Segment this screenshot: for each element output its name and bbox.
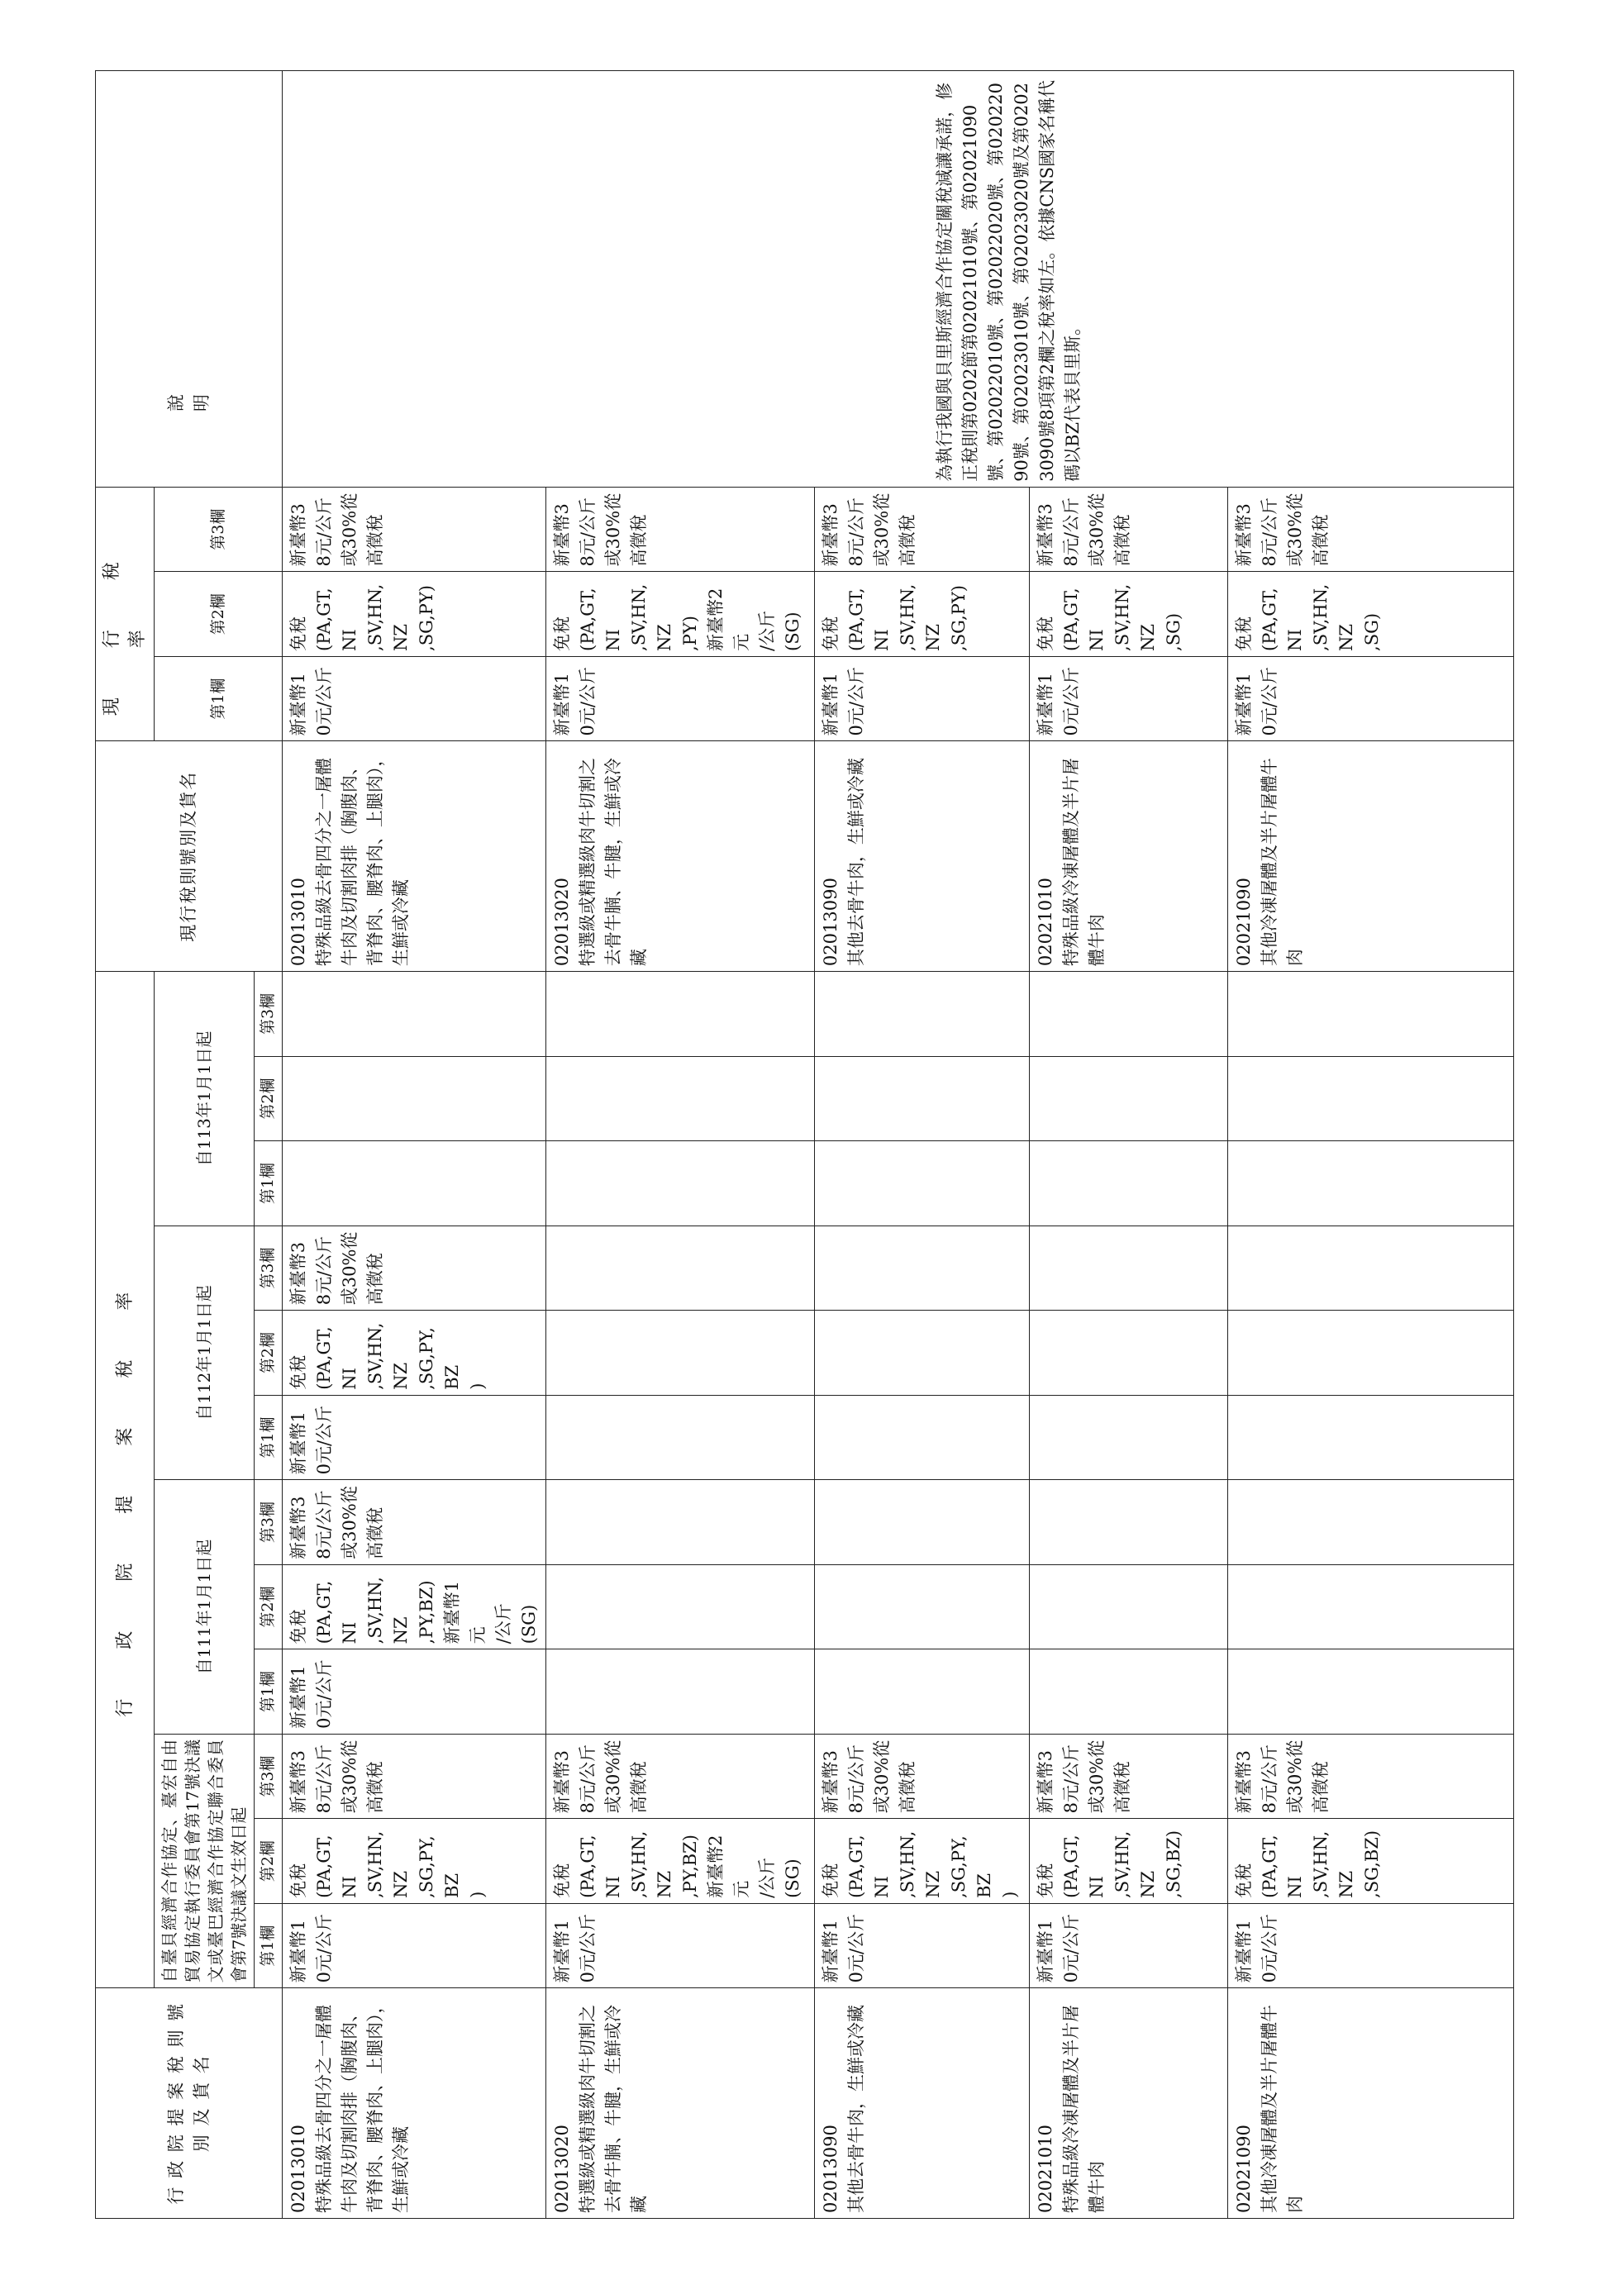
y112-col3: 新臺幣38元/公斤或30%從高徵稅: [283, 1226, 546, 1311]
proposed-col3: 新臺幣38元/公斤或30%從高徵稅: [815, 1734, 1030, 1819]
current-col2: 免稅 (PA,GT,NI ,SV,HN,NZ ,SG): [1030, 572, 1228, 657]
header-112-col1: 第1欄: [255, 1395, 283, 1480]
proposed-col3: 新臺幣38元/公斤或30%從高徵稅: [1030, 1734, 1228, 1819]
current-code-desc: 02013020 特選級或精選級肉牛切割之去骨牛腩、牛腱，生鮮或冷藏: [546, 741, 815, 972]
y112-col3: [546, 1226, 815, 1311]
header-p-col2: 第2欄: [255, 1819, 283, 1904]
y112-col1: 新臺幣10元/公斤: [283, 1395, 546, 1480]
y113-col1: [1030, 1141, 1228, 1226]
y111-col2: [546, 1564, 815, 1649]
header-113-col1: 第1欄: [255, 1141, 283, 1226]
y111-col1: [1030, 1649, 1228, 1735]
y111-col3: [1228, 1480, 1514, 1565]
current-col3: 新臺幣38元/公斤或30%從高徵稅: [815, 487, 1030, 572]
y112-col1: [1228, 1395, 1514, 1480]
table-row: [283, 71, 546, 2219]
y113-col1: [1228, 1141, 1514, 1226]
header-proposed-band: 行政院提案稅率: [96, 972, 155, 1988]
proposed-code-desc: 02013090 其他去骨牛肉，生鮮或冷藏: [815, 1988, 1030, 2219]
proposed-code-desc: 02013010 特殊品級去骨四分之一屠體牛肉及切割肉排（胸腹肉、背脊肉、腰脊肉、上腿肉），生鮮或冷藏: [283, 1988, 546, 2219]
current-code-desc: 02013090 其他去骨牛肉，生鮮或冷藏: [815, 741, 1030, 972]
y111-col2: 免稅 (PA,GT,NI ,SV,HN,NZ ,PY,BZ) 新臺幣1元 /公斤 (SG): [283, 1564, 546, 1649]
y111-col3: [1030, 1480, 1228, 1565]
proposed-code-desc: 02013020 特選級或精選級肉牛切割之去骨牛腩、牛腱，生鮮或冷藏: [546, 1988, 815, 2219]
proposed-col1: 新臺幣10元/公斤: [1030, 1903, 1228, 1988]
y111-col2: [1030, 1564, 1228, 1649]
proposed-col2: 免稅 (PA,GT,NI ,SV,HN,NZ ,SG,PY,BZ ): [815, 1819, 1030, 1904]
header-partner-group: 自臺貝經濟合作協定、臺宏自由貿易協定執行委員會第17號決議文或臺巴經濟合作協定聯合委員會第7號決議文生效日起: [155, 1734, 255, 1988]
y111-col3: [546, 1480, 815, 1565]
header-111-col1: 第1欄: [255, 1649, 283, 1735]
y113-col3: [1030, 972, 1228, 1057]
header-113-col2: 第2欄: [255, 1056, 283, 1141]
header-current-band: 現行稅率: [96, 487, 155, 741]
header-112-col3: 第3欄: [255, 1226, 283, 1311]
current-col2: 免稅 (PA,GT,NI ,SV,HN,NZ ,SG): [1228, 572, 1514, 657]
header-current-col1: 第1欄: [155, 656, 283, 741]
y112-col3: [815, 1226, 1030, 1311]
proposed-col2: 免稅 (PA,GT,NI ,SV,HN,NZ ,SG,BZ): [1030, 1819, 1228, 1904]
current-col2: 免稅 (PA,GT,NI ,SV,HN,NZ ,PY) 新臺幣2元 /公斤 (SG): [546, 572, 815, 657]
header-remarks: 說 明: [96, 71, 283, 488]
y113-col3: [283, 972, 546, 1057]
y112-col2: [815, 1311, 1030, 1396]
remarks-text: [283, 71, 1514, 488]
y113-col2: [1030, 1056, 1228, 1141]
y113-col1: [546, 1141, 815, 1226]
current-col3: 新臺幣38元/公斤或30%從高徵稅: [283, 487, 546, 572]
header-from-112: 自112年1月1日起: [155, 1226, 255, 1480]
header-p-col3: 第3欄: [255, 1734, 283, 1819]
header-p-col1: 第1欄: [255, 1903, 283, 1988]
y113-col2: [546, 1056, 815, 1141]
y113-col3: [546, 972, 815, 1057]
header-111-col2: 第2欄: [255, 1564, 283, 1649]
y113-col2: [815, 1056, 1030, 1141]
proposed-col3: 新臺幣38元/公斤或30%從高徵稅: [1228, 1734, 1514, 1819]
proposed-code-desc: 02021010 特殊品級冷凍屠體及半片屠體牛肉: [1030, 1988, 1228, 2219]
y113-col3: [1228, 972, 1514, 1057]
header-113-col3: 第3欄: [255, 972, 283, 1057]
y111-col1: 新臺幣10元/公斤: [283, 1649, 546, 1735]
proposed-col2: 免稅 (PA,GT,NI ,SV,HN,NZ ,SG,PY,BZ ): [283, 1819, 546, 1904]
y112-col2: [1030, 1311, 1228, 1396]
proposed-code-desc: 02021090 其他冷凍屠體及半片屠體牛肉: [1228, 1988, 1514, 2219]
y111-col3: [815, 1480, 1030, 1565]
proposed-col3: 新臺幣38元/公斤或30%從高徵稅: [283, 1734, 546, 1819]
remark-row-4: 為執行我國與貝里斯經濟合作協定關稅減讓承諾，修正稅則第0202節第02021010號、第02021090號、第02022010號、第02022020號、第02022090號、第02023010號、第02023020號及第02023090號8項第2欄之稅率如左。依據CNS國家名稱代碼以BZ代表貝里斯。: [935, 79, 1083, 482]
current-col3: 新臺幣38元/公斤或30%從高徵稅: [1030, 487, 1228, 572]
y112-col2: 免稅 (PA,GT,NI ,SV,HN,NZ ,SG,PY,BZ ): [283, 1311, 546, 1396]
current-code-desc: 02021090 其他冷凍屠體及半片屠體牛肉: [1228, 741, 1514, 972]
proposed-col3: 新臺幣38元/公斤或30%從高徵稅: [546, 1734, 815, 1819]
y113-col1: [815, 1141, 1030, 1226]
y112-col3: [1030, 1226, 1228, 1311]
header-proposed-code: 行 政 院 提 案 稅 則 號 別 及 貨 名: [96, 1988, 283, 2219]
header-current-col3: 第3欄: [155, 487, 283, 572]
y112-col1: [546, 1395, 815, 1480]
proposed-col1: 新臺幣10元/公斤: [546, 1903, 815, 1988]
tariff-comparison-table: [95, 70, 1514, 2219]
header-111-col3: 第3欄: [255, 1480, 283, 1565]
header-current-code: 現行稅則號別及貨名: [96, 741, 283, 972]
current-col1: 新臺幣10元/公斤: [283, 656, 546, 741]
y112-col1: [1030, 1395, 1228, 1480]
current-col1: 新臺幣10元/公斤: [546, 656, 815, 741]
current-col2: 免稅 (PA,GT,NI ,SV,HN,NZ ,SG,PY): [815, 572, 1030, 657]
header-from-111: 自111年1月1日起: [155, 1480, 255, 1735]
header-from-113: 自113年1月1日起: [155, 972, 255, 1226]
y113-col2: [1228, 1056, 1514, 1141]
y112-col2: [546, 1311, 815, 1396]
y113-col3: [815, 972, 1030, 1057]
header-current-col2: 第2欄: [155, 572, 283, 657]
y111-col1: [1228, 1649, 1514, 1735]
y111-col1: [546, 1649, 815, 1735]
proposed-col1: 新臺幣10元/公斤: [283, 1903, 546, 1988]
current-col1: 新臺幣10元/公斤: [1030, 656, 1228, 741]
proposed-col2: 免稅 (PA,GT,NI ,SV,HN,NZ ,PY,BZ) 新臺幣2元 /公斤 (SG): [546, 1819, 815, 1904]
y112-col1: [815, 1395, 1030, 1480]
y111-col3: 新臺幣38元/公斤或30%從高徵稅: [283, 1480, 546, 1565]
current-col3: 新臺幣38元/公斤或30%從高徵稅: [546, 487, 815, 572]
proposed-col1: 新臺幣10元/公斤: [815, 1903, 1030, 1988]
rotated-tariff-sheet: [95, 70, 1455, 2219]
y112-col2: [1228, 1311, 1514, 1396]
current-col1: 新臺幣10元/公斤: [815, 656, 1030, 741]
y111-col2: [1228, 1564, 1514, 1649]
y112-col3: [1228, 1226, 1514, 1311]
y111-col2: [815, 1564, 1030, 1649]
proposed-col1: 新臺幣10元/公斤: [1228, 1903, 1514, 1988]
proposed-col2: 免稅 (PA,GT,NI ,SV,HN,NZ ,SG,BZ): [1228, 1819, 1514, 1904]
current-col3: 新臺幣38元/公斤或30%從高徵稅: [1228, 487, 1514, 572]
header-112-col2: 第2欄: [255, 1311, 283, 1396]
current-code-desc: 02013010 特殊品級去骨四分之一屠體牛肉及切割肉排（胸腹肉、背脊肉、腰脊肉、上腿肉），生鮮或冷藏: [283, 741, 546, 972]
y113-col1: [283, 1141, 546, 1226]
current-col1: 新臺幣10元/公斤: [1228, 656, 1514, 741]
y111-col1: [815, 1649, 1030, 1735]
current-code-desc: 02021010 特殊品級冷凍屠體及半片屠體牛肉: [1030, 741, 1228, 972]
current-col2: 免稅 (PA,GT,NI ,SV,HN,NZ ,SG,PY): [283, 572, 546, 657]
y113-col2: [283, 1056, 546, 1141]
